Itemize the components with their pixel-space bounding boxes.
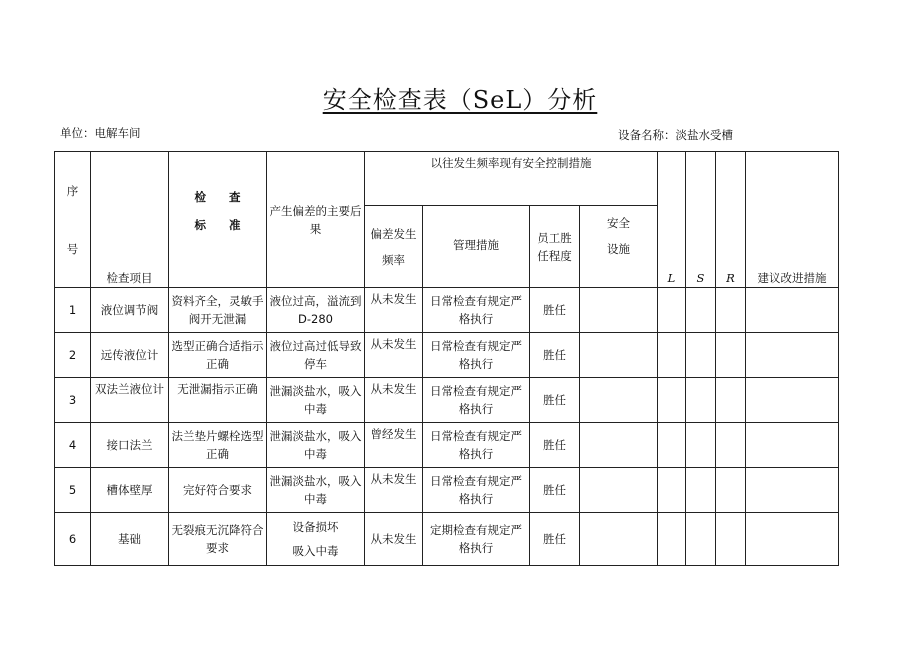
row-L xyxy=(658,513,686,566)
row-number: 3 xyxy=(55,378,91,423)
equipment-label: 设备名称：淡盐水受槽 xyxy=(618,128,733,142)
row-cause: 液位过高过低导致停车 xyxy=(267,333,365,378)
row-standard: 无裂痕无沉降符合要求 xyxy=(169,513,267,566)
row-cause: 泄漏淡盐水，吸入中毒 xyxy=(267,378,365,423)
safety-checklist-table xyxy=(54,151,839,566)
table-row xyxy=(55,423,839,468)
row-cause-line2: 吸入中毒 xyxy=(292,544,339,558)
row-staff: 胜任 xyxy=(530,288,580,333)
row-management: 日常检查有规定严格执行 xyxy=(423,288,530,333)
row-facility xyxy=(580,288,658,333)
row-item: 槽体壁厚 xyxy=(91,468,169,513)
row-L xyxy=(658,468,686,513)
row-standard: 完好符合要求 xyxy=(169,468,267,513)
row-advice xyxy=(746,378,839,423)
row-cause: 泄漏淡盐水，吸入中毒 xyxy=(267,468,365,513)
row-staff: 胜任 xyxy=(530,333,580,378)
row-item: 基础 xyxy=(91,513,169,566)
row-advice xyxy=(746,333,839,378)
row-advice xyxy=(746,513,839,566)
header-seq-bottom: 号 xyxy=(66,242,79,256)
table-row xyxy=(55,378,839,423)
row-R xyxy=(716,468,746,513)
header-seq-top: 序 xyxy=(66,184,79,198)
row-frequency: 曾经发生 xyxy=(365,423,423,468)
row-R xyxy=(716,333,746,378)
row-S xyxy=(686,378,716,423)
row-management: 日常检查有规定严格执行 xyxy=(423,468,530,513)
row-frequency: 从未发生 xyxy=(365,513,423,566)
table-row xyxy=(55,333,839,378)
row-item: 远传液位计 xyxy=(91,333,169,378)
header-standard xyxy=(169,152,267,288)
row-number: 6 xyxy=(55,513,91,566)
header-past-controls: 以往发生频率现有安全控制措施 xyxy=(365,152,658,206)
row-item: 双法兰液位计 xyxy=(91,378,169,423)
row-L xyxy=(658,288,686,333)
row-cause xyxy=(267,513,365,566)
header-cause: 产生偏差的主要后果 xyxy=(267,152,365,288)
row-frequency: 从未发生 xyxy=(365,288,423,333)
row-S xyxy=(686,513,716,566)
row-item: 接口法兰 xyxy=(91,423,169,468)
row-R xyxy=(716,288,746,333)
row-cause: 泄漏淡盐水，吸入中毒 xyxy=(267,423,365,468)
row-number: 4 xyxy=(55,423,91,468)
header-advice: 建议改进措施 xyxy=(746,152,839,288)
row-standard: 资料齐全，灵敏手阀开无泄漏 xyxy=(169,288,267,333)
row-frequency: 从未发生 xyxy=(365,378,423,423)
table-row xyxy=(55,288,839,333)
row-standard: 选型正确合适指示正确 xyxy=(169,333,267,378)
row-L xyxy=(658,333,686,378)
header-facility-line1: 安全 xyxy=(607,216,630,230)
row-management: 日常检查有规定严格执行 xyxy=(423,378,530,423)
row-S xyxy=(686,288,716,333)
row-frequency: 从未发生 xyxy=(365,468,423,513)
row-facility xyxy=(580,378,658,423)
row-standard: 法兰垫片螺栓选型正确 xyxy=(169,423,267,468)
header-standard-line1: 检 查 xyxy=(194,189,241,204)
row-L xyxy=(658,423,686,468)
row-management: 日常检查有规定严格执行 xyxy=(423,333,530,378)
row-advice xyxy=(746,468,839,513)
header-standard-line2: 标 准 xyxy=(194,217,241,232)
row-L xyxy=(658,378,686,423)
row-number: 5 xyxy=(55,468,91,513)
row-R xyxy=(716,513,746,566)
row-R xyxy=(716,423,746,468)
row-number: 2 xyxy=(55,333,91,378)
header-L: L xyxy=(658,152,686,288)
header-frequency: 偏差发生频率 xyxy=(365,206,423,288)
row-S xyxy=(686,468,716,513)
row-advice xyxy=(746,423,839,468)
row-S xyxy=(686,333,716,378)
row-S xyxy=(686,423,716,468)
header-item: 检查项目 xyxy=(91,152,169,288)
row-R xyxy=(716,378,746,423)
table-row xyxy=(55,513,839,566)
header-facility xyxy=(580,206,658,288)
row-item: 液位调节阀 xyxy=(91,288,169,333)
header-staff: 员工胜任程度 xyxy=(530,206,580,288)
unit-label: 单位：电解车间 xyxy=(60,126,141,140)
row-staff: 胜任 xyxy=(530,378,580,423)
row-standard: 无泄漏指示正确 xyxy=(169,378,267,423)
row-facility xyxy=(580,513,658,566)
table-row xyxy=(55,468,839,513)
row-cause: 液位过高，溢流到D-280 xyxy=(267,288,365,333)
header-S: S xyxy=(686,152,716,288)
row-frequency: 从未发生 xyxy=(365,333,423,378)
row-number: 1 xyxy=(55,288,91,333)
header-facility-line2-text: 设施 xyxy=(607,242,630,256)
page-title: 安全检查表（SeL）分析 xyxy=(322,86,598,114)
row-facility xyxy=(580,468,658,513)
header-seq xyxy=(55,152,91,288)
header-facility-line2 xyxy=(582,236,655,262)
row-cause-line1: 设备损坏 xyxy=(292,520,339,534)
header-management: 管理措施 xyxy=(423,206,530,288)
row-facility xyxy=(580,423,658,468)
row-staff: 胜任 xyxy=(530,423,580,468)
row-advice xyxy=(746,288,839,333)
row-management: 日常检查有规定严格执行 xyxy=(423,423,530,468)
row-staff: 胜任 xyxy=(530,468,580,513)
header-R: R xyxy=(716,152,746,288)
row-staff: 胜任 xyxy=(530,513,580,566)
row-facility xyxy=(580,333,658,378)
row-management: 定期检查有规定严格执行 xyxy=(423,513,530,566)
